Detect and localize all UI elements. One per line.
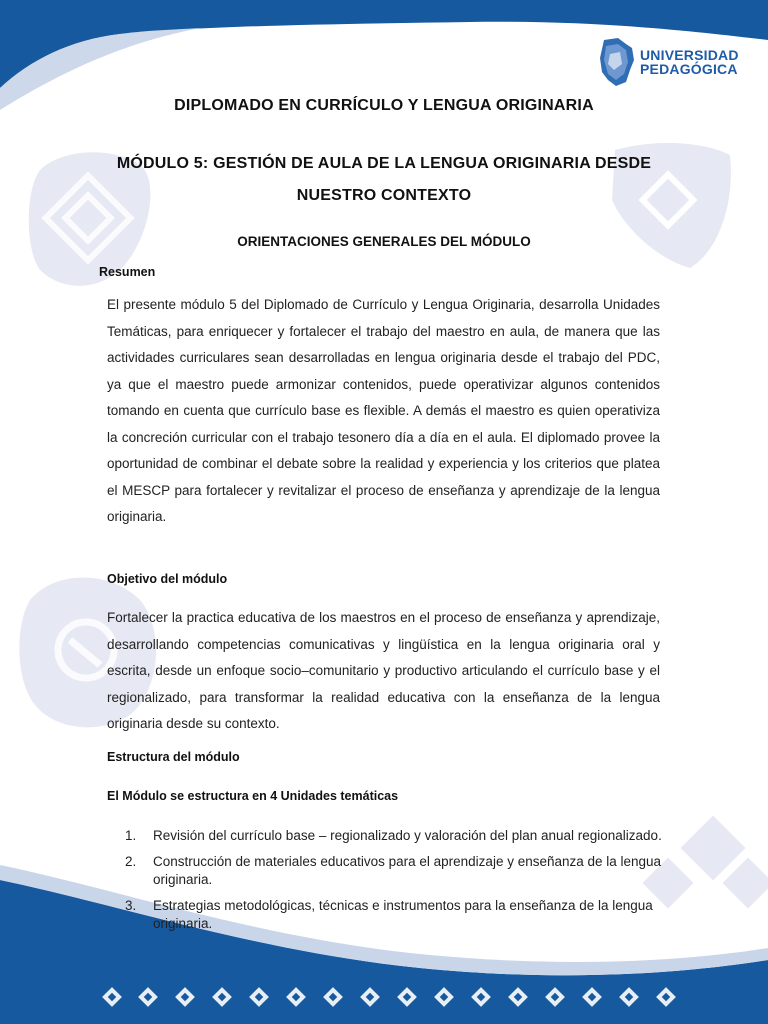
objetivo-heading: Objetivo del módulo — [107, 572, 228, 586]
list-item — [125, 897, 665, 933]
logo-line-2: PEDAGÓGICA — [640, 61, 738, 77]
estructura-intro: El Módulo se estructura en 4 Unidades temáticas — [107, 789, 399, 803]
unidades-list — [125, 827, 665, 941]
orientations-heading: ORIENTACIONES GENERALES DEL MÓDULO — [237, 234, 531, 249]
list-item-number: 2. — [125, 854, 137, 869]
list-item-number: 3. — [125, 898, 137, 913]
list-item — [125, 827, 665, 845]
module-title: MÓDULO 5: GESTIÓN DE AULA DE LA LENGUA ORIGINARIA DESDE NUESTRO CONTEXTO — [116, 155, 652, 204]
resumen-paragraph: El presente módulo 5 del Diplomado de Currículo y Lengua Originaria, desarrolla Unidades Temáticas, para enriquecer y fortalecer el trabajo del maestro en aula, de manera que las actividades curriculares sean desarrolladas en lengua originaria desde el trabajo del PDC, ya que el maestro puede armonizar contenidos, puede operativizar algunos contenidos tomando en cuenta que currículo base es flexible. A demás el maestro es quien operativiza la concreción curricular con el trabajo tesonero día a día en el aula. El diplomado provee la oportunidad de combinar el debate sobre la realidad y experiencia y los criterios que platea el MESCP para fortalecer y revitalizar el proceso de enseñanza y aprendizaje de la lengua originaria. — [107, 297, 660, 524]
list-item-text: Revisión del currículo base – regionalizado y valoración del plan anual regionalizado. — [153, 828, 662, 843]
list-item-text: Construcción de materiales educativos para el aprendizaje y enseñanza de la lengua originaria. — [153, 854, 662, 887]
document-title: DIPLOMADO EN CURRÍCULO Y LENGUA ORIGINARIA — [174, 97, 594, 114]
list-item-text: Estrategias metodológicas, técnicas e instrumentos para la enseñanza de la lengua originaria. — [153, 898, 653, 931]
resumen-heading: Resumen — [99, 265, 156, 279]
estructura-heading: Estructura del módulo — [107, 750, 240, 764]
list-item — [125, 853, 665, 889]
list-item-number: 1. — [125, 828, 137, 843]
logo-line-1: UNIVERSIDAD — [640, 47, 739, 63]
objetivo-paragraph: Fortalecer la practica educativa de los maestros en el proceso de enseñanza y aprendizaje, desarrollando competencias comunicativas y lingüística en la lengua originaria oral y escrita, desde un enfoque socio–comunitario y productivo articulando el currículo base y el regionalizado, para transformar la realidad educativa con la enseñanza de la lengua originaria desde su contexto. — [107, 610, 660, 731]
